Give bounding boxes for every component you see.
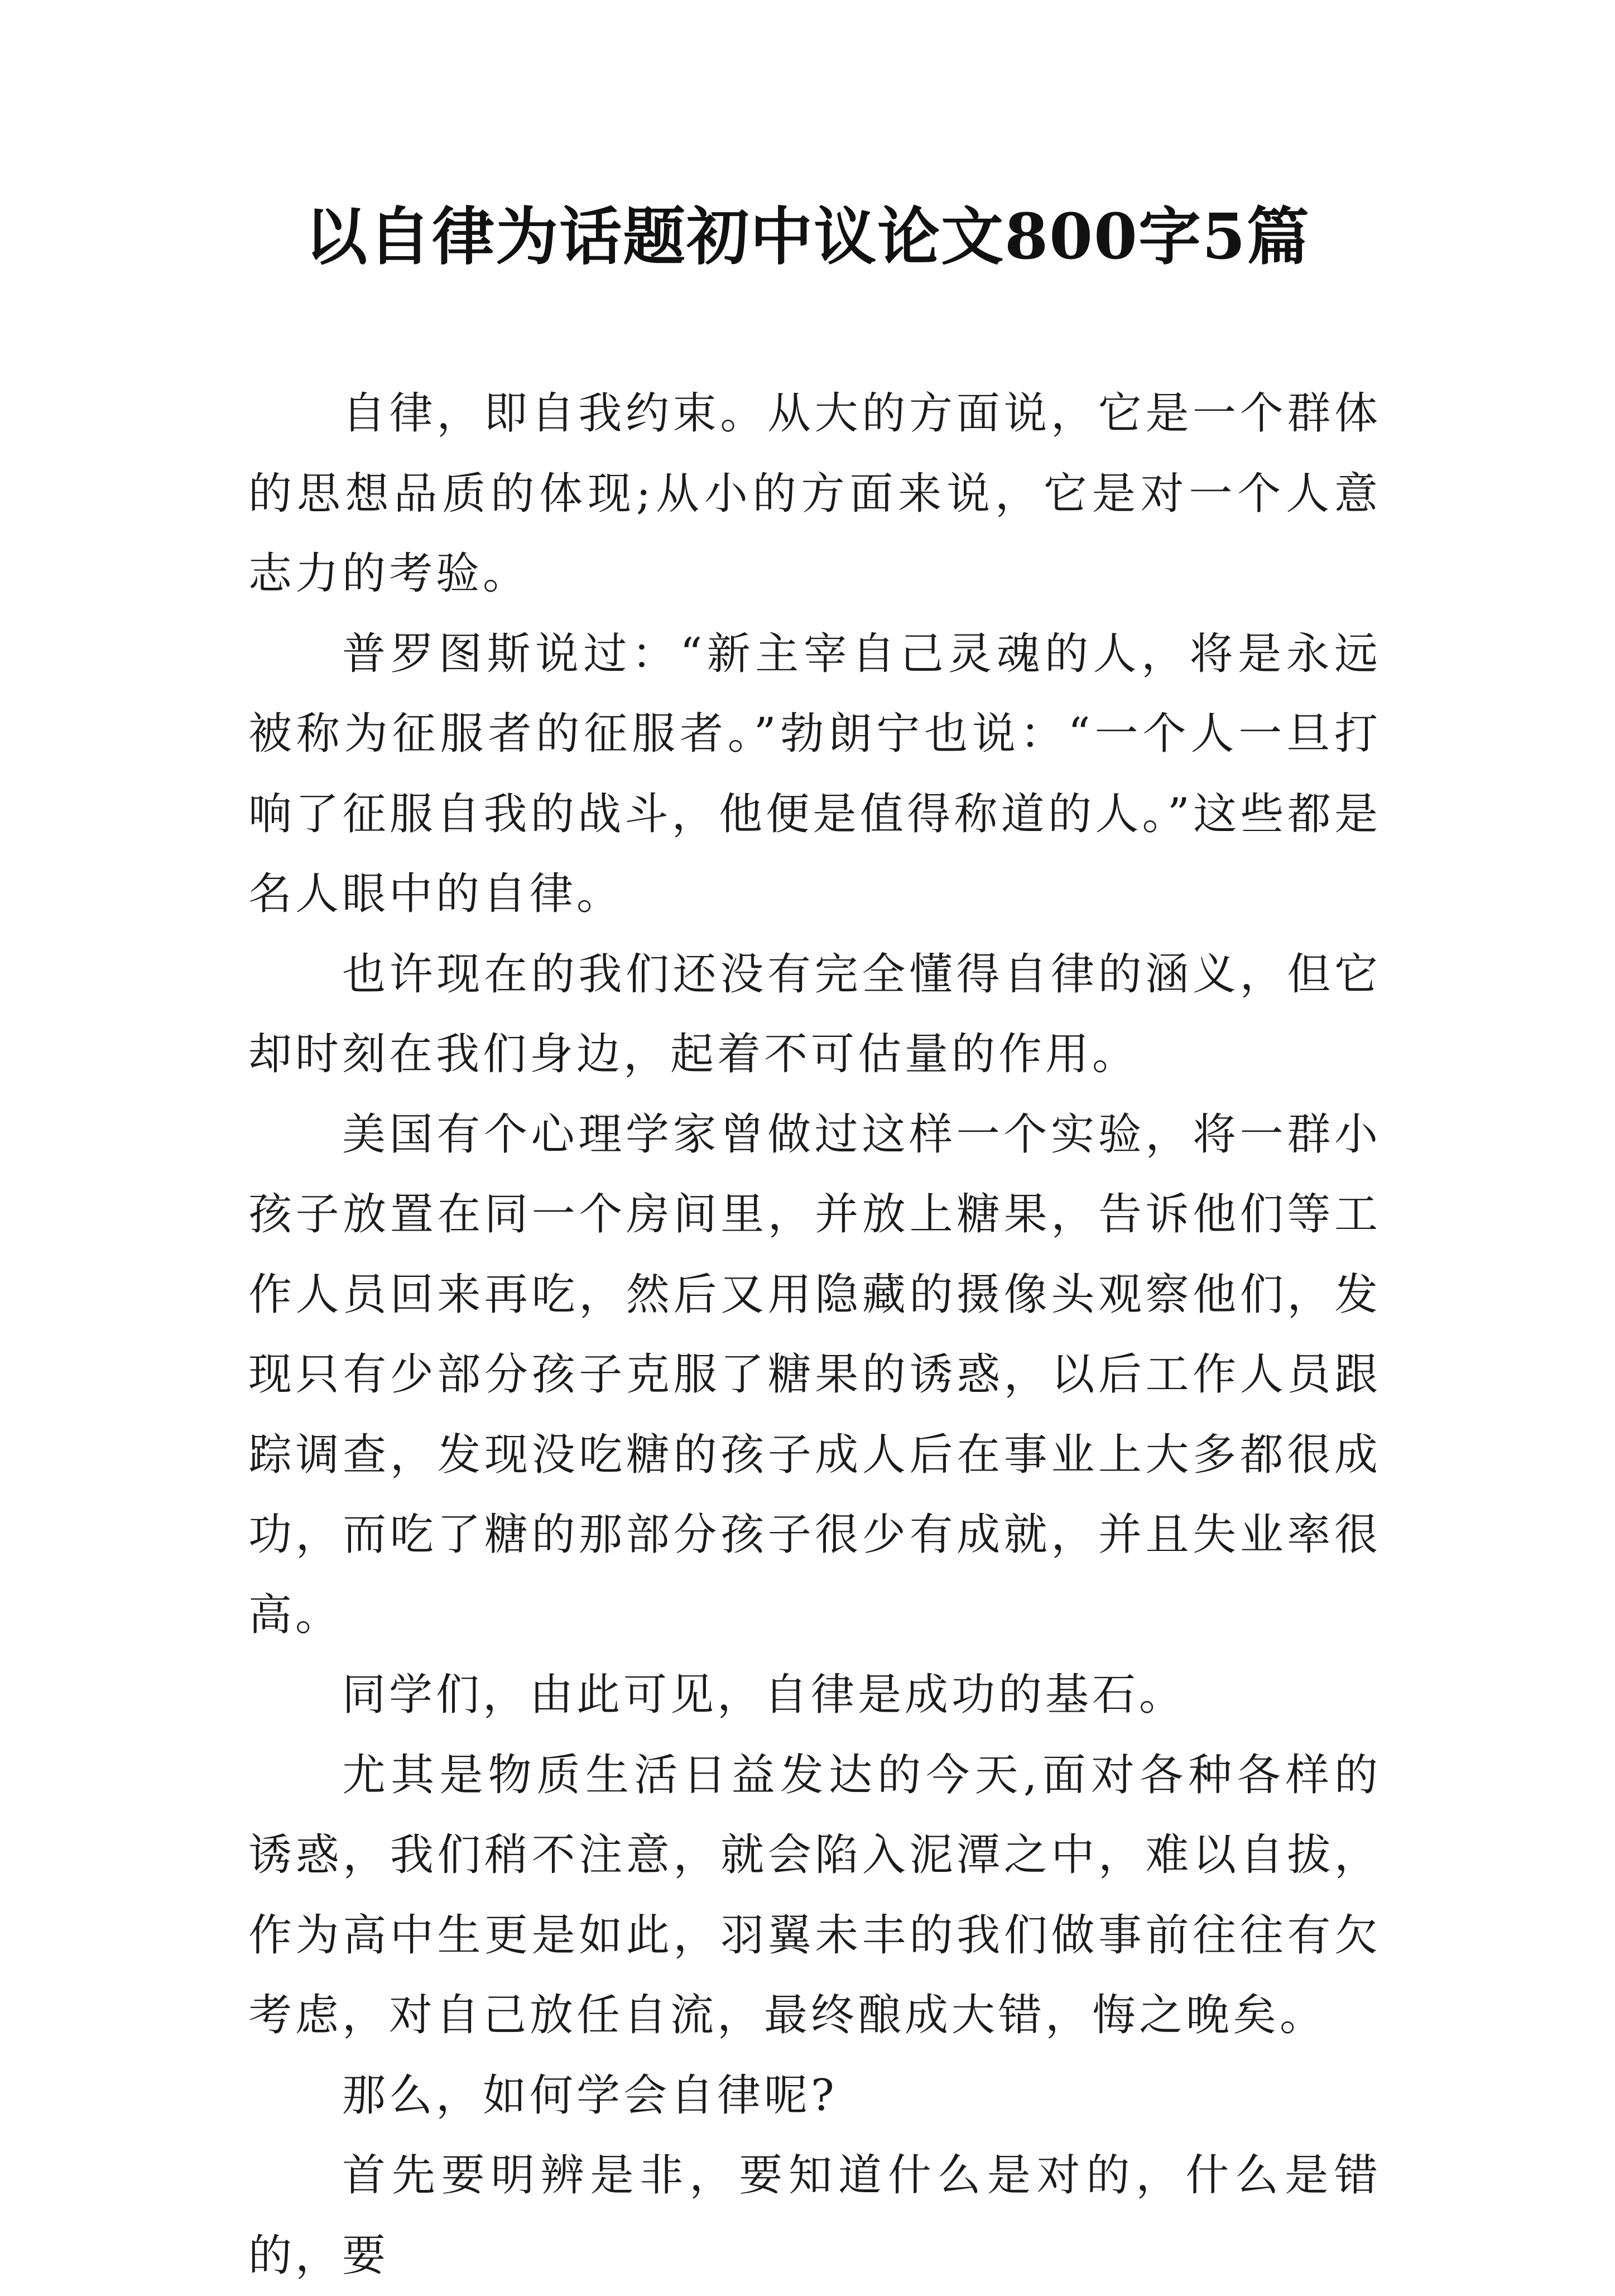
paragraph: 自律，即自我约束。从大的方面说，它是一个群体的思想品质的体现;从小的方面来说，它是对一个人意志力的考验。 bbox=[248, 388, 1381, 599]
paragraph: 尤其是物质生活日益发达的今天,面对各种各样的诱惑，我们稍不注意，就会陷入泥潭之中，难以自拔，作为高中生更是如此，羽翼未丰的我们做事前往往有欠考虑，对自己放任自流，最终酿成大错，悔之晚矣。 bbox=[248, 1750, 1381, 2040]
paragraph: 首先要明辨是非，要知道什么是对的，什么是错的，要 bbox=[248, 2150, 1381, 2281]
paragraph: 同学们，由此可见，自律是成功的基石。 bbox=[342, 1670, 1186, 1720]
paragraph: 那么，如何学会自律呢? bbox=[342, 2070, 838, 2121]
document-title: 以自律为话题初中议论文800字5篇 bbox=[305, 200, 1310, 273]
paragraph: 也许现在的我们还没有完全懂得自律的涵义，但它却时刻在我们身边，起着不可估量的作用。 bbox=[248, 949, 1381, 1079]
paragraph: 普罗图斯说过：“新主宰自己灵魂的人，将是永远被称为征服者的征服者。”勃朗宁也说：“一个人一旦打响了征服自我的战斗，他便是值得称道的人。”这些都是名人眼中的自律。 bbox=[248, 628, 1381, 919]
paragraph: 美国有个心理学家曾做过这样一个实验，将一群小孩子放置在同一个房间里，并放上糖果，告诉他们等工作人员回来再吃，然后又用隐藏的摄像头观察他们，发现只有少部分孩子克服了糖果的诱惑，以后工作人员跟踪调查，发现没吃糖的孩子成人后在事业上大多都很成功，而吃了糖的那部分孩子很少有成就，并且失业率很高。 bbox=[248, 1109, 1381, 1640]
document-body bbox=[248, 374, 1381, 2296]
